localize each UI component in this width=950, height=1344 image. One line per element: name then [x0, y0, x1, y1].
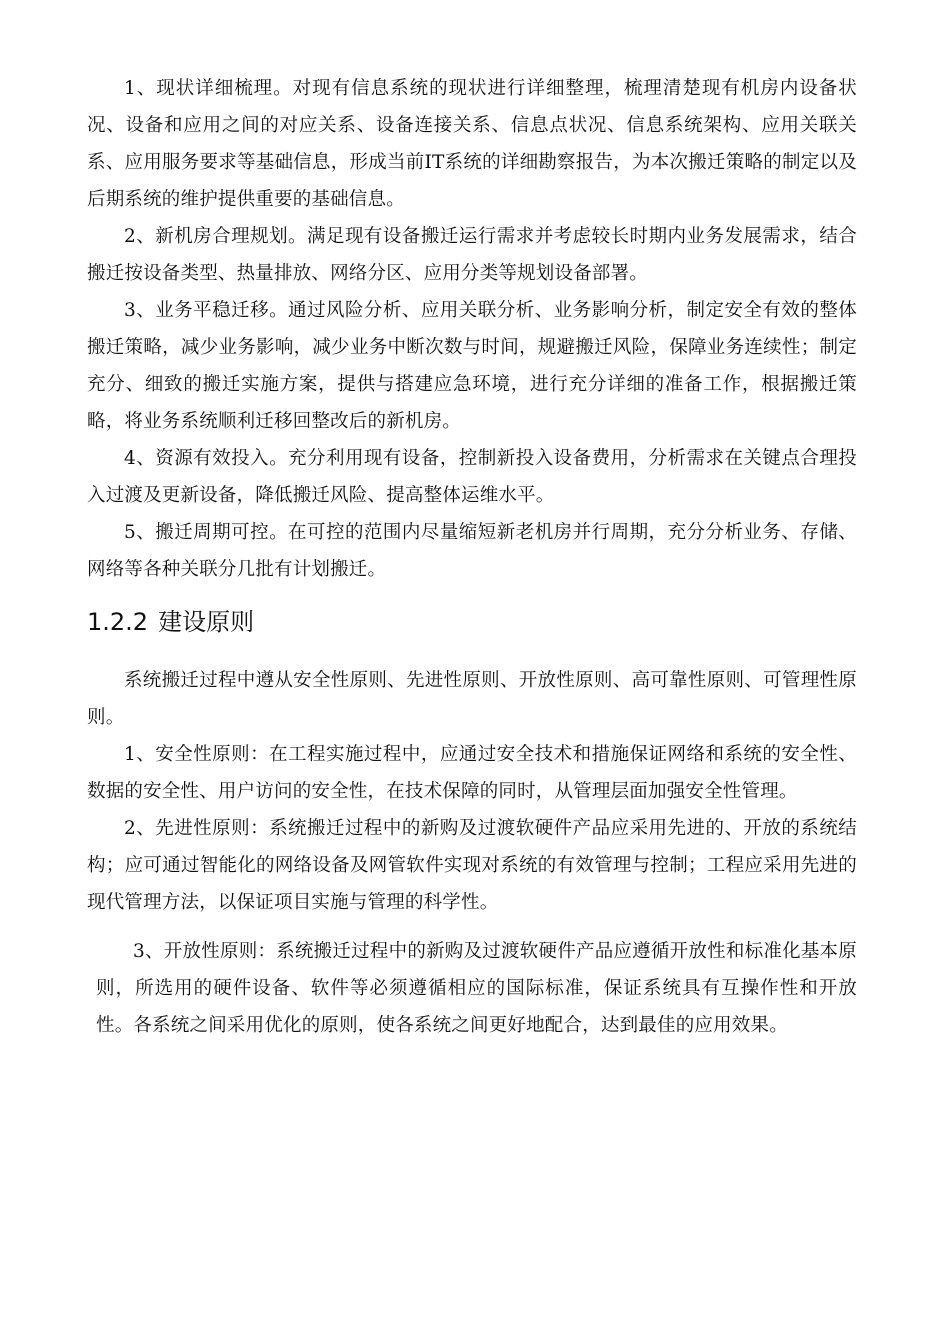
principles-intro: 系统搬迁过程中遵从安全性原则、先进性原则、开放性原则、高可靠性原则、可管理性原则。	[87, 670, 857, 728]
section-number: 1.2.2	[87, 608, 149, 636]
paragraph-item-3: 3、业务平稳迁移。通过风险分析、应用关联分析、业务影响分析，制定安全有效的整体搬迁策略，减少业务影响，减少业务中断次数与时间，规避搬迁风险，保障业务连续性；制定充分、细致的搬迁实施方案，提供与搭建应急环境，进行充分详细的准备工作，根据搬迁策略，将业务系统顺利迁移回整改后的新机房。	[87, 300, 857, 432]
document-page	[87, 70, 857, 1044]
paragraph-item-4: 4、资源有效投入。充分利用现有设备，控制新投入设备费用，分析需求在关键点合理投入过渡及更新设备，降低搬迁风险、提高整体运维水平。	[87, 448, 857, 506]
principle-security: 1、安全性原则：在工程实施过程中，应通过安全技术和措施保证网络和系统的安全性、数据的安全性、用户访问的安全性，在技术保障的同时，从管理层面加强安全性管理。	[87, 744, 857, 802]
principle-advanced: 2、先进性原则：系统搬迁过程中的新购及过渡软硬件产品应采用先进的、开放的系统结构；应可通过智能化的网络设备及网管软件实现对系统的有效管理与控制；工程应采用先进的现代管理方法，以保证项目实施与管理的科学性。	[87, 818, 857, 913]
section-heading	[87, 604, 857, 640]
paragraph-item-2: 2、新机房合理规划。满足现有设备搬迁运行需求并考虑较长时期内业务发展需求，结合搬迁按设备类型、热量排放、网络分区、应用分类等规划设备部署。	[87, 226, 857, 284]
section-title: 建设原则	[158, 608, 255, 636]
paragraph-item-5: 5、搬迁周期可控。在可控的范围内尽量缩短新老机房并行周期，充分分析业务、存储、网络等各种关联分几批有计划搬迁。	[87, 522, 857, 580]
principle-openness: 3、开放性原则：系统搬迁过程中的新购及过渡软硬件产品应遵循开放性和标准化基本原则，所选用的硬件设备、软件等必须遵循相应的国际标准，保证系统具有互操作性和开放性。各系统之间采用优化的原则，使各系统之间更好地配合，达到最佳的应用效果。	[96, 941, 857, 1036]
paragraph-item-1: 1、现状详细梳理。对现有信息系统的现状进行详细整理，梳理清楚现有机房内设备状况、设备和应用之间的对应关系、设备连接关系、信息点状况、信息系统架构、应用关联关系、应用服务要求等基础信息，形成当前IT系统的详细勘察报告，为本次搬迁策略的制定以及后期系统的维护提供重要的基础信息。	[87, 78, 857, 210]
